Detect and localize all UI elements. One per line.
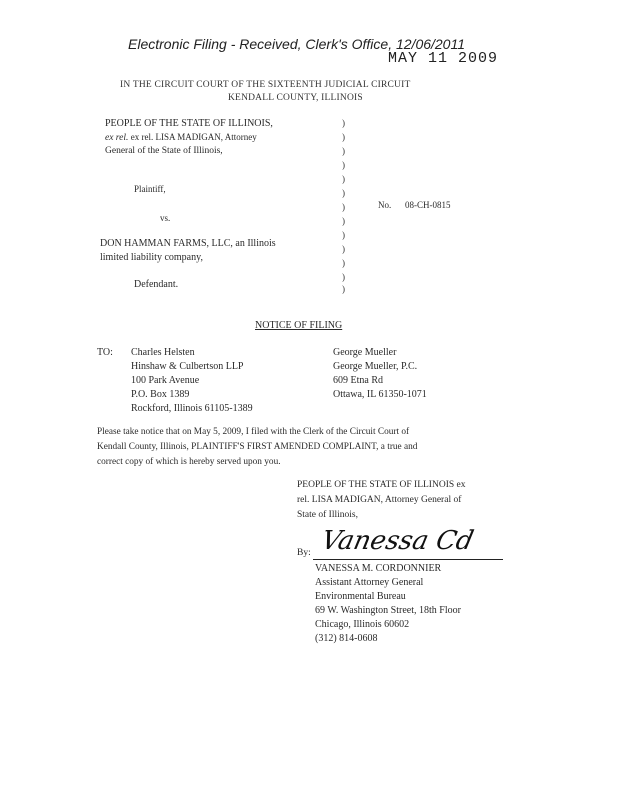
body-line-1: Please take notice that on May 5, 2009, I filed with the Clerk of the Circuit Court of	[97, 427, 410, 437]
caption-paren: )	[342, 118, 345, 128]
recipient-right-line-3: 609 Etna Rd	[333, 375, 383, 386]
party-line-1: PEOPLE OF THE STATE OF ILLINOIS ex	[297, 480, 466, 490]
signer-line-5: Chicago, Illinois 60602	[315, 619, 410, 630]
electronic-filing-header: Electronic Filing - Received, Clerk's Office, 12/06/2011	[128, 36, 466, 52]
signer-line-3: Environmental Bureau	[315, 591, 406, 602]
plaintiff-role: Plaintiff,	[134, 184, 166, 194]
recipient-left-line-5: Rockford, Illinois 61105-1389	[131, 403, 253, 414]
by-label: By:	[297, 548, 311, 558]
case-number: 08-CH-0815	[405, 200, 451, 210]
court-name: IN THE CIRCUIT COURT OF THE SIXTEENTH JUDICIAL CIRCUIT	[120, 80, 411, 90]
body-line-3: correct copy of which is hereby served upon you.	[97, 457, 281, 467]
caption-paren: )	[342, 146, 345, 156]
caption-paren: )	[342, 272, 345, 282]
defendant-line-2: limited liability company,	[100, 252, 203, 263]
defendant-line-1: DON HAMMAN FARMS, LLC, an Illinois	[100, 238, 276, 249]
plaintiff-line-2-text: ex rel. LISA MADIGAN, Attorney	[130, 132, 257, 142]
caption-paren: )	[342, 188, 345, 198]
caption-paren: )	[342, 216, 345, 226]
recipient-right-line-4: Ottawa, IL 61350-1071	[333, 389, 427, 400]
caption-paren: )	[342, 284, 345, 294]
party-line-3: State of Illinois,	[297, 510, 358, 520]
recipient-left-line-3: 100 Park Avenue	[131, 375, 200, 386]
handwritten-signature: Vanessa Cd	[318, 526, 477, 556]
party-line-2: rel. LISA MADIGAN, Attorney General of	[297, 495, 462, 505]
signer-line-1: VANESSA M. CORDONNIER	[315, 563, 442, 574]
recipient-left-line-2: Hinshaw & Culbertson LLP	[131, 361, 244, 372]
defendant-role: Defendant.	[134, 279, 179, 290]
recipient-left-line-4: P.O. Box 1389	[131, 389, 190, 400]
caption-paren: )	[342, 230, 345, 240]
court-county: KENDALL COUNTY, ILLINOIS	[228, 93, 363, 103]
caption-paren: )	[342, 258, 345, 268]
versus: vs.	[160, 213, 171, 223]
case-number-label: No.	[378, 200, 392, 210]
recipient-right-line-1: George Mueller	[333, 347, 397, 358]
caption-paren: )	[342, 132, 345, 142]
body-line-2: Kendall County, Illinois, PLAINTIFF'S FIRST AMENDED COMPLAINT, a true and	[97, 442, 418, 452]
recipient-right-line-2: George Mueller, P.C.	[333, 361, 418, 372]
received-date-stamp: MAY 11 2009	[388, 50, 499, 67]
caption-paren: )	[342, 160, 345, 170]
plaintiff-line-2: ex rel. ex rel. LISA MADIGAN, Attorney	[105, 132, 257, 143]
plaintiff-line-3: General of the State of Illinois,	[105, 146, 223, 156]
notice-title: NOTICE OF FILING	[255, 320, 343, 331]
caption-paren: )	[342, 244, 345, 254]
caption-paren: )	[342, 202, 345, 212]
plaintiff-line-1: PEOPLE OF THE STATE OF ILLINOIS,	[105, 118, 273, 129]
signer-line-6: (312) 814-0608	[315, 633, 378, 644]
signature-line	[313, 559, 503, 560]
recipient-left-line-1: Charles Helsten	[131, 347, 195, 358]
to-label: TO:	[97, 347, 113, 358]
caption-paren: )	[342, 174, 345, 184]
signer-line-2: Assistant Attorney General	[315, 577, 424, 588]
signer-line-4: 69 W. Washington Street, 18th Floor	[315, 605, 461, 616]
